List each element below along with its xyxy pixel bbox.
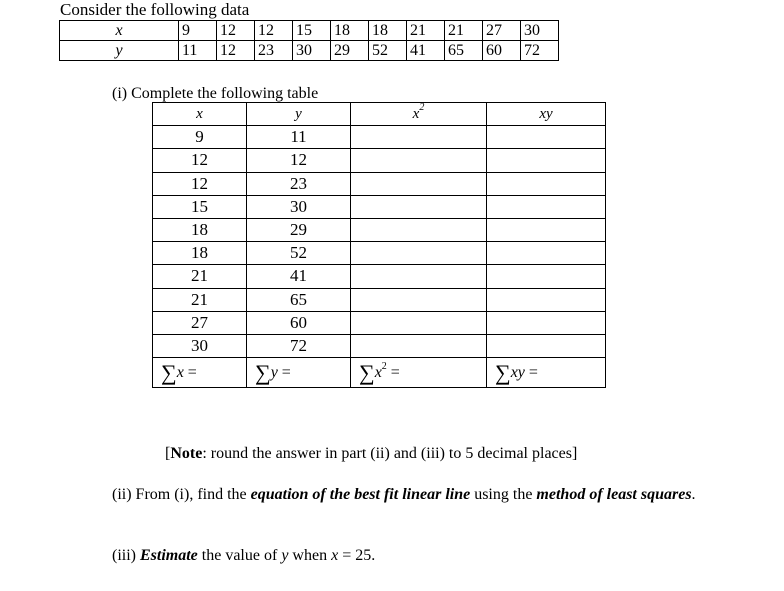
sigma-icon: ∑ xyxy=(359,359,375,385)
row-xy-cell[interactable] xyxy=(487,288,606,311)
part-i-instruction: (i) Complete the following table xyxy=(112,85,319,102)
row-x-cell: 12 xyxy=(153,149,247,172)
part-iii-question: (iii) Estimate the value of y when x = 25. xyxy=(112,547,376,564)
table-row xyxy=(153,218,606,241)
y-cell: 30 xyxy=(293,41,331,61)
row-y-cell: 29 xyxy=(247,218,351,241)
x-cell: 18 xyxy=(369,21,407,41)
row-y-cell: 30 xyxy=(247,195,351,218)
table-row xyxy=(153,265,606,288)
row-y-cell: 23 xyxy=(247,172,351,195)
row-y-cell: 65 xyxy=(247,288,351,311)
sigma-icon: ∑ xyxy=(255,359,271,385)
row-y-cell: 12 xyxy=(247,149,351,172)
row-xy-cell[interactable] xyxy=(487,126,606,149)
row-x-cell: 27 xyxy=(153,311,247,334)
row-x-squared-cell[interactable] xyxy=(351,265,487,288)
y-cell: 23 xyxy=(255,41,293,61)
row-xy-cell[interactable] xyxy=(487,311,606,334)
row-x-squared-cell[interactable] xyxy=(351,149,487,172)
x-row xyxy=(60,21,559,41)
rounding-note: [Note: round the answer in part (ii) and (iii) to 5 decimal places] xyxy=(165,445,578,462)
y-cell: 60 xyxy=(483,41,521,61)
row-x-squared-cell[interactable] xyxy=(351,311,487,334)
row-x-cell: 18 xyxy=(153,218,247,241)
y-cell: 11 xyxy=(179,41,217,61)
page-title: Consider the following data xyxy=(60,0,250,19)
y-cell: 65 xyxy=(445,41,483,61)
row-y-cell: 52 xyxy=(247,242,351,265)
sum-x-squared-cell[interactable]: $\sum x^2$ = xyxy=(351,358,487,388)
row-xy-cell[interactable] xyxy=(487,218,606,241)
row-x-cell: 18 xyxy=(153,242,247,265)
x-cell: 18 xyxy=(331,21,369,41)
sum-x-cell[interactable]: ∑x = xyxy=(153,358,247,388)
x-cell: 27 xyxy=(483,21,521,41)
row-y-cell: 41 xyxy=(247,265,351,288)
sigma-icon: ∑ xyxy=(495,359,511,385)
row-x-squared-cell[interactable] xyxy=(351,195,487,218)
row-x-cell: 9 xyxy=(153,126,247,149)
header-y: y xyxy=(247,103,351,126)
y-cell: 52 xyxy=(369,41,407,61)
part-ii-question: (ii) From (i), find the equation of the best fit linear line using the method of least squares. xyxy=(112,486,696,503)
sum-y-cell[interactable]: ∑y = xyxy=(247,358,351,388)
row-x-cell: 21 xyxy=(153,265,247,288)
row-y-cell: 11 xyxy=(247,126,351,149)
table-row xyxy=(153,334,606,357)
row-y-cell: 60 xyxy=(247,311,351,334)
y-cell: 41 xyxy=(407,41,445,61)
header-x: x xyxy=(153,103,247,126)
header-x-squared: $x^2$ xyxy=(351,103,487,126)
row-x-squared-cell[interactable] xyxy=(351,242,487,265)
x-cell: 12 xyxy=(255,21,293,41)
y-cell: 29 xyxy=(331,41,369,61)
row-y-cell: 72 xyxy=(247,334,351,357)
y-cell: 72 xyxy=(521,41,559,61)
x-cell: 12 xyxy=(217,21,255,41)
row-x-cell: 12 xyxy=(153,172,247,195)
table-row xyxy=(153,242,606,265)
x-cell: 21 xyxy=(407,21,445,41)
sum-xy-cell[interactable]: ∑xy = xyxy=(487,358,606,388)
row-xy-cell[interactable] xyxy=(487,242,606,265)
row-xy-cell[interactable] xyxy=(487,149,606,172)
given-data-table xyxy=(59,20,559,61)
table-row xyxy=(153,195,606,218)
y-row xyxy=(60,41,559,61)
x-label: x xyxy=(60,21,179,41)
row-x-cell: 30 xyxy=(153,334,247,357)
sum-row xyxy=(153,358,606,388)
row-x-squared-cell[interactable] xyxy=(351,288,487,311)
x-cell: 30 xyxy=(521,21,559,41)
table-row xyxy=(153,149,606,172)
working-table xyxy=(152,102,606,388)
row-xy-cell[interactable] xyxy=(487,334,606,357)
x-cell: 9 xyxy=(179,21,217,41)
row-xy-cell[interactable] xyxy=(487,265,606,288)
sigma-icon: ∑ xyxy=(161,359,177,385)
y-cell: 12 xyxy=(217,41,255,61)
x-cell: 15 xyxy=(293,21,331,41)
table-row xyxy=(153,288,606,311)
row-x-squared-cell[interactable] xyxy=(351,126,487,149)
row-x-squared-cell[interactable] xyxy=(351,218,487,241)
x-cell: 21 xyxy=(445,21,483,41)
table-row xyxy=(153,311,606,334)
row-x-squared-cell[interactable] xyxy=(351,334,487,357)
table-row xyxy=(153,172,606,195)
y-label: y xyxy=(60,41,179,61)
table-row xyxy=(153,126,606,149)
row-xy-cell[interactable] xyxy=(487,195,606,218)
row-x-cell: 21 xyxy=(153,288,247,311)
row-x-squared-cell[interactable] xyxy=(351,172,487,195)
header-xy: xy xyxy=(487,103,606,126)
row-x-cell: 15 xyxy=(153,195,247,218)
row-xy-cell[interactable] xyxy=(487,172,606,195)
header-row xyxy=(153,103,606,126)
